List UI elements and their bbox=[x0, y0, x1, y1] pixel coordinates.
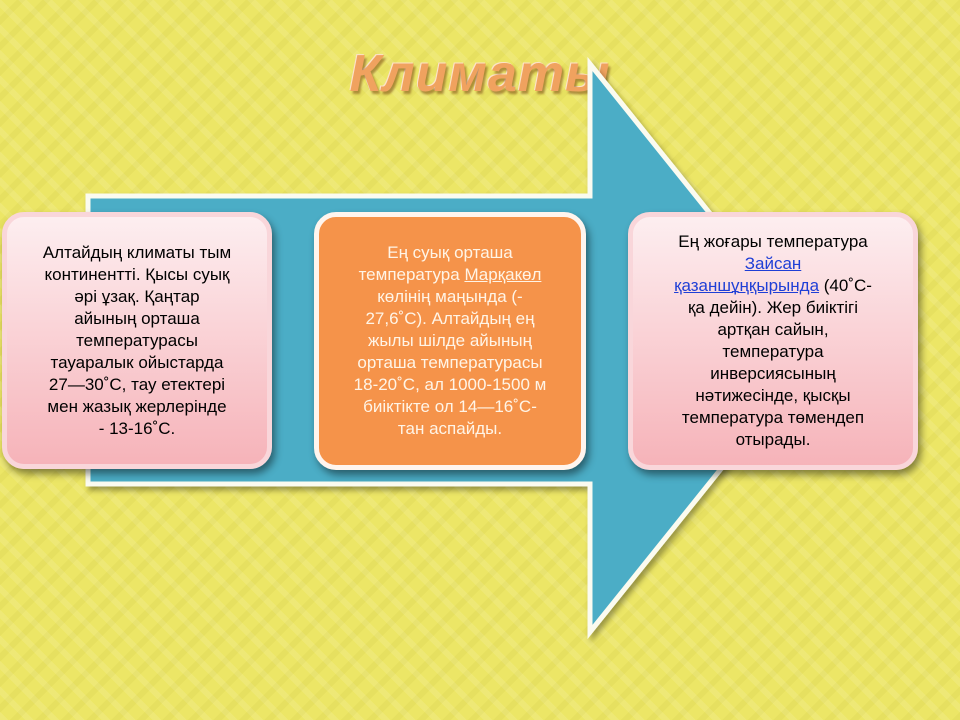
box-left-text: Алтайдың климаты тым континентті. Қысы суық әрі ұзақ. Қаңтар айының орташа температурасы тауаралык ойыстарда 27—30˚С, тау етектері мен жазық жерлерінде - 13-16˚С. bbox=[42, 242, 232, 438]
box-center bbox=[314, 212, 586, 470]
box-center-text: Ең суық орташа температура Марқакөл көлінің маңында (- 27,6˚С). Алтайдың ең жылы шілде айының орташа температурасы 18-20˚С, ал 1000-1500 м биіктікте ол 14—16˚С- тан аспайды. bbox=[353, 243, 547, 438]
box-left bbox=[2, 212, 272, 469]
zaysan-link[interactable]: Зайсан қазаншұңқырында bbox=[674, 254, 820, 295]
page-title: Климаты bbox=[349, 45, 611, 103]
box-right bbox=[628, 212, 918, 470]
box-right-text: Ең жоғары температура Зайсан қазаншұңқырында (40˚С- қа дейін). Жер биіктігі артқан сайын, температура инверсиясының нәтижесінде, қысқы температура төмендеп отырады. bbox=[674, 232, 872, 449]
markakol-link[interactable]: Марқакөл bbox=[464, 265, 542, 284]
